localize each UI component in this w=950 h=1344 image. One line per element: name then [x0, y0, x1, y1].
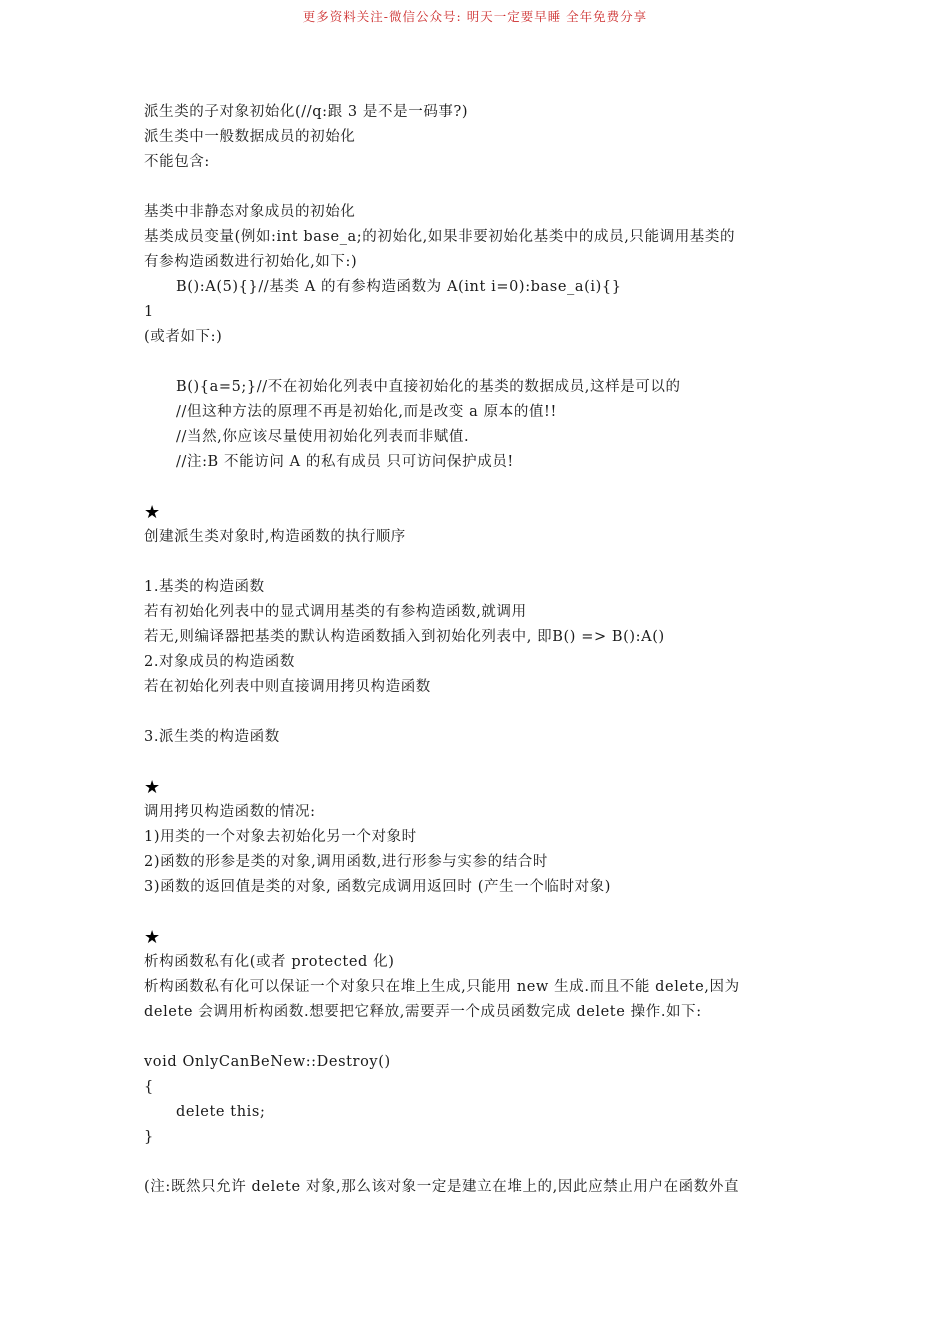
blank-line — [144, 1025, 814, 1050]
text-line: 派生类中一般数据成员的初始化 — [144, 129, 356, 145]
blank-line — [144, 1150, 814, 1175]
page-header-banner: 更多资料关注-微信公众号: 明天一定要早睡 全年免费分享 — [302, 9, 648, 24]
text-line: 2)函数的形参是类的对象,调用函数,进行形参与实参的结合时 — [144, 854, 548, 870]
blank-line — [144, 700, 814, 725]
text-line: 若无,则编译器把基类的默认构造函数插入到初始化列表中, 即B() => B():A() — [144, 629, 665, 645]
star-bullet: ★ — [144, 927, 161, 948]
text-line: B(){a=5;}//不在初始化列表中直接初始化的基类的数据成员,这样是可以的 — [176, 379, 681, 395]
text-line: delete 会调用析构函数.想要把它释放,需要弄一个成员函数完成 delete 操作.如下: — [144, 1004, 702, 1020]
text-line: } — [144, 1129, 154, 1145]
text-line: 3.派生类的构造函数 — [144, 729, 280, 745]
blank-line — [144, 350, 814, 375]
text-line: 派生类的子对象初始化(//q:跟 3 是不是一码事?) — [144, 104, 469, 120]
text-line: //注:B 不能访问 A 的私有成员 只可访问保护成员! — [176, 454, 514, 470]
text-line: 基类成员变量(例如:int base_a;的初始化,如果非要初始化基类中的成员,只能调用基类的 — [144, 229, 736, 245]
text-line: 有参构造函数进行初始化,如下:) — [144, 254, 358, 270]
text-line: { — [144, 1079, 154, 1095]
star-bullet: ★ — [144, 777, 161, 798]
text-line: //当然,你应该尽量使用初始化列表而非赋值. — [176, 429, 470, 445]
blank-line — [144, 475, 814, 500]
text-line: 析构函数私有化可以保证一个对象只在堆上生成,只能用 new 生成.而且不能 delete,因为 — [144, 979, 740, 995]
text-line: 1.基类的构造函数 — [144, 579, 265, 595]
text-line: 1 — [144, 304, 154, 320]
text-line: 基类中非静态对象成员的初始化 — [144, 204, 356, 220]
text-line: 析构函数私有化(或者 protected 化) — [144, 954, 395, 970]
star-bullet: ★ — [144, 502, 161, 523]
text-line: (或者如下:) — [144, 329, 223, 345]
text-line: 若有初始化列表中的显式调用基类的有参构造函数,就调用 — [144, 604, 527, 620]
text-line: 若在初始化列表中则直接调用拷贝构造函数 — [144, 679, 431, 695]
blank-line — [144, 550, 814, 575]
text-line: 调用拷贝构造函数的情况: — [144, 804, 316, 820]
text-line: 创建派生类对象时,构造函数的执行顺序 — [144, 529, 406, 545]
document-body — [144, 100, 814, 1200]
text-line: 不能包含: — [144, 154, 210, 170]
text-line: B():A(5){}//基类 A 的有参构造函数为 A(int i=0):base_a(i){} — [176, 279, 622, 295]
text-line: delete this; — [176, 1104, 266, 1120]
blank-line — [144, 175, 814, 200]
blank-line — [144, 900, 814, 925]
text-line: 3)函数的返回值是类的对象, 函数完成调用返回时 (产生一个临时对象) — [144, 879, 612, 895]
text-line: (注:既然只允许 delete 对象,那么该对象一定是建立在堆上的,因此应禁止用户在函数外直 — [144, 1179, 740, 1195]
blank-line — [144, 750, 814, 775]
text-line: //但这种方法的原理不再是初始化,而是改变 a 原本的值!! — [176, 404, 557, 420]
text-line: void OnlyCanBeNew::Destroy() — [144, 1054, 391, 1070]
text-line: 1)用类的一个对象去初始化另一个对象时 — [144, 829, 417, 845]
text-line: 2.对象成员的构造函数 — [144, 654, 295, 670]
